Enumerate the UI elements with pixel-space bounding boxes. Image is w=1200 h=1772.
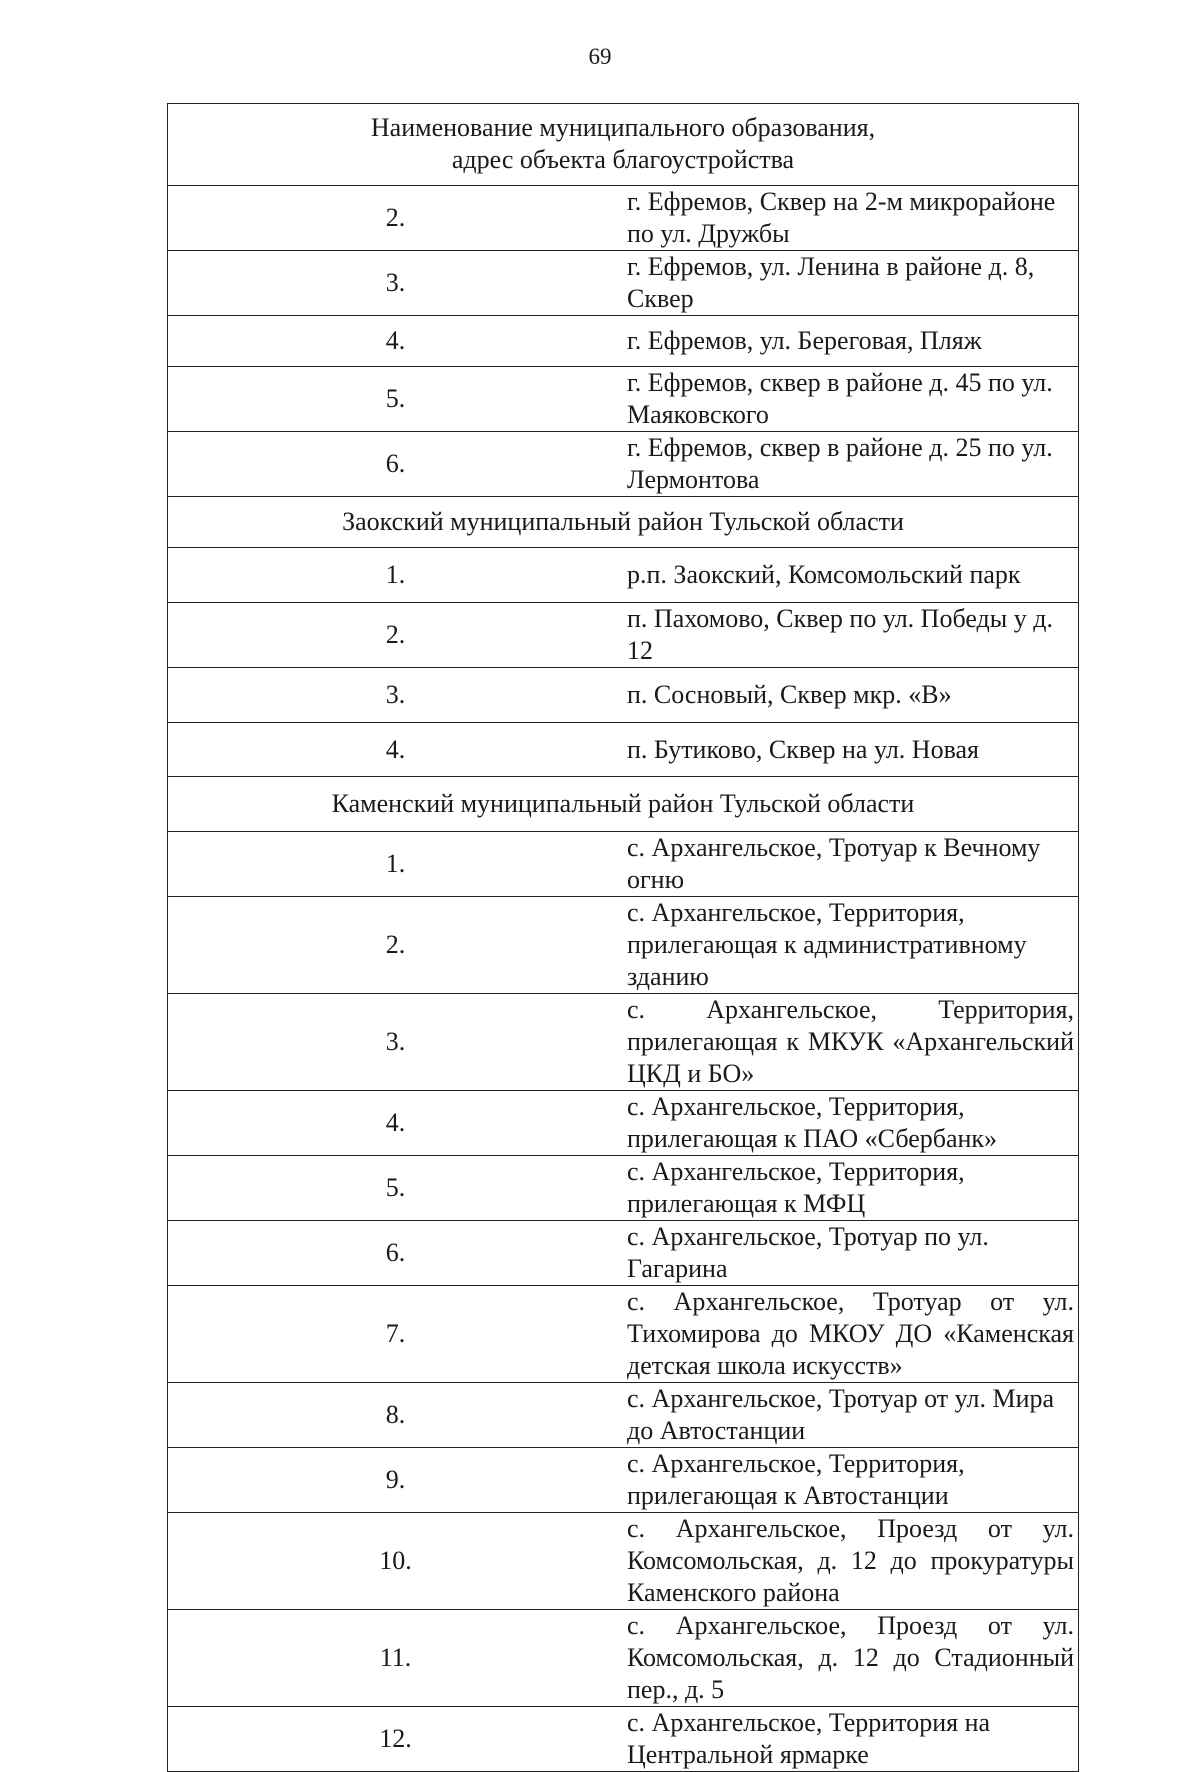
table-row xyxy=(168,723,1079,777)
table-row xyxy=(168,186,1079,251)
row-number: 11. xyxy=(168,1610,624,1707)
table-row xyxy=(168,432,1079,497)
row-address: с. Архангельское, Территория, прилегающая к административному зданию xyxy=(623,897,1079,994)
row-number: 3. xyxy=(168,668,624,723)
table-row xyxy=(168,1707,1079,1772)
objects-table xyxy=(167,103,1079,1772)
row-address: с. Архангельское, Территория на Центральной ярмарке xyxy=(623,1707,1079,1772)
row-address: г. Ефремов, Сквер на 2-м микрорайоне по ул. Дружбы xyxy=(623,186,1079,251)
table-row xyxy=(168,316,1079,367)
table-row xyxy=(168,1610,1079,1707)
row-number: 12. xyxy=(168,1707,624,1772)
row-number: 6. xyxy=(168,432,624,497)
table-row xyxy=(168,367,1079,432)
row-number: 4. xyxy=(168,1091,624,1156)
table-row xyxy=(168,1091,1079,1156)
row-number: 2. xyxy=(168,186,624,251)
row-address: с. Архангельское, Тротуар от ул. Мира до Автостанции xyxy=(623,1383,1079,1448)
row-address: с. Архангельское, Проезд от ул. Комсомольская, д. 12 до Стадионный пер., д. 5 xyxy=(623,1610,1079,1707)
row-number: 10. xyxy=(168,1513,624,1610)
table-row xyxy=(168,1221,1079,1286)
row-number: 1. xyxy=(168,548,624,603)
table-row xyxy=(168,1286,1079,1383)
table-row xyxy=(168,548,1079,603)
row-number: 4. xyxy=(168,316,624,367)
row-address: г. Ефремов, сквер в районе д. 45 по ул. Маяковского xyxy=(623,367,1079,432)
row-address: п. Сосновый, Сквер мкр. «В» xyxy=(623,668,1079,723)
table-row xyxy=(168,1383,1079,1448)
row-number: 4. xyxy=(168,723,624,777)
table-row xyxy=(168,1448,1079,1513)
row-number: 3. xyxy=(168,994,624,1091)
header-line-1: Наименование муниципального образования, xyxy=(370,113,876,142)
table-row xyxy=(168,668,1079,723)
section-row xyxy=(168,777,1079,832)
row-address: с. Архангельское, Территория, прилегающая к МКУК «Архангельский ЦКД и БО» xyxy=(623,994,1079,1091)
table-row xyxy=(168,832,1079,897)
row-address: р.п. Заокский, Комсомольский парк xyxy=(623,548,1079,603)
table-row xyxy=(168,994,1079,1091)
section-heading: Каменский муниципальный район Тульской области xyxy=(168,777,1079,832)
row-number: 3. xyxy=(168,251,624,316)
row-number: 2. xyxy=(168,603,624,668)
table-row xyxy=(168,251,1079,316)
row-address: с. Архангельское, Территория, прилегающая к Автостанции xyxy=(623,1448,1079,1513)
row-address: с. Архангельское, Территория, прилегающая к МФЦ xyxy=(623,1156,1079,1221)
row-address: с. Архангельское, Территория, прилегающая к ПАО «Сбербанк» xyxy=(623,1091,1079,1156)
row-number: 6. xyxy=(168,1221,624,1286)
row-address: п. Пахомово, Сквер по ул. Победы у д. 12 xyxy=(623,603,1079,668)
header-line-2: адрес объекта благоустройства xyxy=(451,145,795,174)
row-address: г. Ефремов, ул. Береговая, Пляж xyxy=(623,316,1079,367)
row-number: 7. xyxy=(168,1286,624,1383)
row-number: 2. xyxy=(168,897,624,994)
row-address: г. Ефремов, сквер в районе д. 25 по ул. Лермонтова xyxy=(623,432,1079,497)
row-number: 1. xyxy=(168,832,624,897)
section-row xyxy=(168,497,1079,548)
row-number: 5. xyxy=(168,1156,624,1221)
table-row xyxy=(168,897,1079,994)
row-address: с. Архангельское, Тротуар к Вечному огню xyxy=(623,832,1079,897)
row-address: г. Ефремов, ул. Ленина в районе д. 8, Сквер xyxy=(623,251,1079,316)
row-address: п. Бутиково, Сквер на ул. Новая xyxy=(623,723,1079,777)
row-address: с. Архангельское, Проезд от ул. Комсомольская, д. 12 до прокуратуры Каменского района xyxy=(623,1513,1079,1610)
table-row xyxy=(168,1156,1079,1221)
row-number: 5. xyxy=(168,367,624,432)
table-row xyxy=(168,603,1079,668)
table-row xyxy=(168,1513,1079,1610)
row-number: 9. xyxy=(168,1448,624,1513)
section-heading: Заокский муниципальный район Тульской области xyxy=(168,497,1079,548)
row-address: с. Архангельское, Тротуар от ул. Тихомирова до МКОУ ДО «Каменская детская школа искусств» xyxy=(623,1286,1079,1383)
page-number: 69 xyxy=(588,44,612,69)
row-address: с. Архангельское, Тротуар по ул. Гагарина xyxy=(623,1221,1079,1286)
table-header-row xyxy=(168,104,1079,186)
row-number: 8. xyxy=(168,1383,624,1448)
table-header-cell xyxy=(168,104,1079,186)
